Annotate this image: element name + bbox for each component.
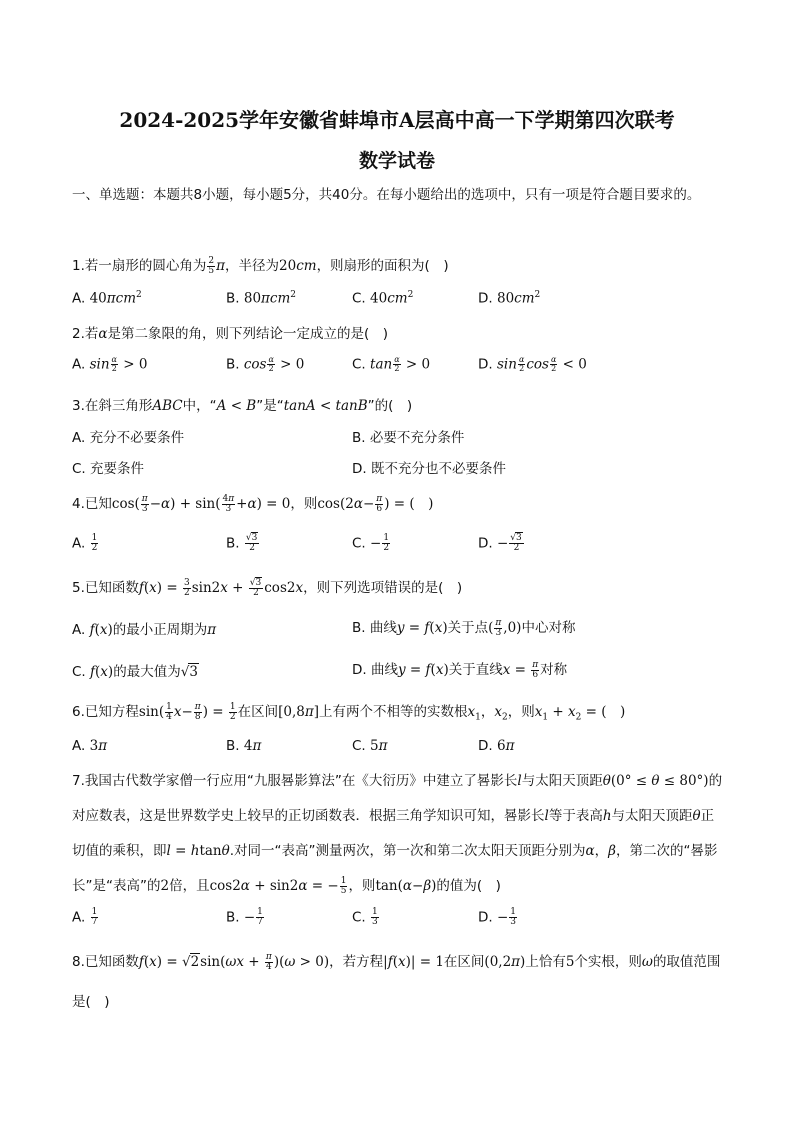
question-7-stem: 7.我国古代数学家僧一行应用“九服晷影算法”在《大衍历》中建立了晷影长l与太阳天顶距θ(0° ≤ θ ≤ 80°)的对应数表，这是世界数学史上较早的正切函数表．根据三角学知识可知，晷影长l等于表高h与太阳天顶距θ正切值的乘积，即l = htanθ.对同一“表高”测量两次，第一次和第二次太阳天顶距分别为α，β，第二次的“晷影长”是“表高”的2倍，且cos2α + sin2α = − $\frac{1}{5}$ ，则tan(α−β)的值为( ) [72,773,723,896]
q1-option-c[interactable]: C. $40cm^2$ [352,290,414,307]
q2-option-a[interactable]: A. sin $\frac{\alpha}{2}$ > 0 [72,355,148,373]
question-3-stem: 3.在斜三角形ABC中，“A < B”是“tanA < tanB”的( ) [72,398,413,414]
q4-option-b[interactable]: B. $\frac{√3}{2}$ [226,533,258,553]
question-5-stem: 5.已知函数f(x) = $\frac{3}{2}$ sin2x + $\frac{√3}{2}$ cos2x，则下列选项错误的是( ) [72,577,463,598]
q6-option-c[interactable]: C. 5π [352,738,388,754]
q2-option-d[interactable]: D. sin $\frac{\alpha}{2}$ cos $\frac{\alpha}{2}$ < 0 [478,355,587,373]
q3-option-d[interactable]: D. 既不充分也不必要条件 [352,461,506,477]
q7-option-d[interactable]: D. − $\frac{1}{3}$ [478,907,517,927]
q3-option-a[interactable]: A. 充分不必要条件 [72,430,185,446]
exam-subtitle: 数学试卷 [358,150,435,172]
q6-option-b[interactable]: B. 4π [226,738,262,754]
q2-option-c[interactable]: C. tan $\frac{\alpha}{2}$ > 0 [352,355,431,373]
q4-option-d[interactable]: D. − $\frac{√3}{2}$ [478,533,522,553]
q1-option-d[interactable]: D. $80cm^2$ [478,290,541,307]
q7-option-b[interactable]: B. − $\frac{1}{7}$ [226,907,263,927]
q1-option-a[interactable]: A. 40πcm$^2$ [72,290,142,307]
q5-option-b[interactable]: B. 曲线y = f(x)关于点( $\frac{\pi}{3}$ ,0)中心对称 [352,617,576,638]
question-2-stem: 2.若α是第二象限的角，则下列结论一定成立的是( ) [72,326,389,342]
q6-option-d[interactable]: D. 6π [478,738,515,754]
q6-option-a[interactable]: A. 3π [72,738,108,754]
section-header: 一、单选题：本题共8小题，每小题5分，共40分。在每小题给出的选项中，只有一项是符合题目要求的。 [72,187,701,203]
q1-option-b[interactable]: B. 80πcm$^2$ [226,290,297,307]
q4-option-a[interactable]: A. $\frac{1}{2}$ [72,533,98,553]
q3-option-b[interactable]: B. 必要不充分条件 [352,430,465,446]
q3-option-c[interactable]: C. 充要条件 [72,461,145,477]
question-6-stem: 6.已知方程sin( $\frac{1}{4}$ x− $\frac{\pi}{8}$ ) = $\frac{1}{2}$ 在区间[0,8π]上有两个不相等的实数根$x_1$，$x_2$，则$x_1 + x_2$ = ( ) [72,701,626,723]
q5-option-a[interactable]: A. f(x)的最小正周期为π [72,622,217,638]
question-1-stem: 1.若一扇形的圆心角为 $\frac{2}{5}$ π，半径为20cm，则扇形的面积为( ) [72,255,449,276]
question-8-stem: 8.已知函数f(x) = √2sin(ωx + $\frac{\pi}{4}$ )(ω > 0)，若方程|f(x)| = 1在区间(0,2π)上恰有5个实根，则ω的取值范围是( ) [72,951,721,1010]
exam-title: 2024-2025学年安徽省蚌埠市A层高中高一下学期第四次联考 [119,108,675,132]
question-4-stem: 4.已知cos( $\frac{\pi}{3}$ −α) + sin( $\frac{4\pi}{3}$ +α) = 0，则cos(2α− $\frac{\pi}{6}$ ) = ( ) [72,493,434,514]
q7-option-c[interactable]: C. $\frac{1}{3}$ [352,907,378,927]
q7-option-a[interactable]: A. $\frac{1}{7}$ [72,907,98,927]
q2-option-b[interactable]: B. cos $\frac{\alpha}{2}$ > 0 [226,355,305,373]
q5-option-c[interactable]: C. f(x)的最大值为√3 [72,664,198,680]
q5-option-d[interactable]: D. 曲线y = f(x)关于直线x = $\frac{\pi}{6}$ 对称 [352,659,568,680]
q4-option-c[interactable]: C. − $\frac{1}{2}$ [352,533,390,553]
